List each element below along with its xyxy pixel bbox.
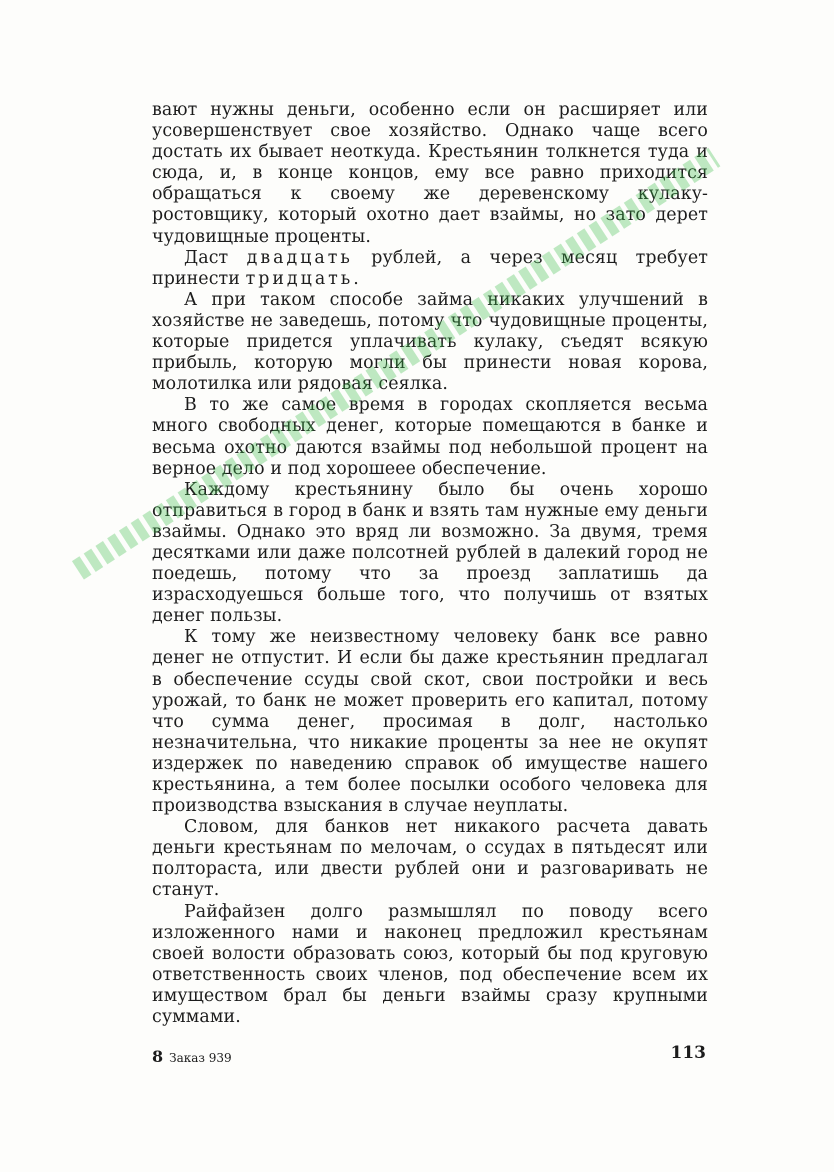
- signature-number: 8: [152, 1047, 164, 1066]
- paragraph-continuation: вают нужны деньги, особенно если он расширяет или усовершенствует свое хозяйство. Однако чаще всего достать их бывает неоткуда. Крестьянин толкнется туда и сюда, и, в конце концов, ему все равно приходится обращаться к своему же деревенскому кулаку-ростовщику, который охотно дает взаймы, но зато дерет чудовищные проценты.: [152, 100, 708, 247]
- page-footer: [152, 1043, 708, 1067]
- body-text: [152, 100, 708, 1028]
- loan-text-1: Даст: [184, 247, 247, 268]
- paragraph: К тому же неизвестному человеку банк все равно денег не отпустит. И если бы даже крестьянин предлагал в обеспечение ссуды свой скот, свои постройки и весь урожай, то банк не может проверить его капитал, потому что сумма денег, просимая в долг, настолько незначительна, что никакие проценты за нее не окупят издержек по наведению справок об имуществе нашего крестьянина, а тем более посылки особого человека для производства взыскания в случае неуплаты.: [152, 627, 708, 817]
- loan-amount-twenty: двадцать: [246, 247, 353, 268]
- paragraph: Каждому крестьянину было бы очень хорошо отправиться в город в банк и взять там нужные ему деньги взаймы. Однако это вряд ли возможно. За двумя, тремя десятками или даже полсотней рублей в далекий город не поедешь, потому что за проезд заплатишь да израсходуешься больше того, что получишь от взятых денег пользы.: [152, 479, 708, 627]
- loan-text-2: рублей, а через месяц требует принести: [152, 247, 708, 289]
- loan-text-3: .: [353, 268, 359, 289]
- printer-signature: [152, 1047, 232, 1066]
- page-number: 113: [670, 1043, 706, 1063]
- loan-amount-thirty: тридцать: [245, 268, 354, 289]
- order-label: Заказ 939: [169, 1051, 232, 1065]
- paragraph: А при таком способе займа никаких улучшений в хозяйстве не заведешь, потому что чудовищные проценты, которые придется уплачивать кулаку, съедят всякую прибыль, которую могли бы принести новая корова, молотилка или рядовая сеялка.: [152, 289, 708, 395]
- paragraph-loan-example: [152, 248, 708, 290]
- paragraph: Райфайзен долго размышлял по поводу всего изложенного нами и наконец предложил крестьянам своей волости образовать союз, который бы под круговую ответственность своих членов, под обеспечение всем их имуществом брал бы деньги взаймы сразу крупными суммами.: [152, 901, 708, 1028]
- paragraph: Словом, для банков нет никакого расчета давать деньги крестьянам по мелочам, о ссудах в пятьдесят или полтораста, или двести рублей они и разговаривать не станут.: [152, 817, 708, 901]
- paragraph: В то же самое время в городах скопляется весьма много свободных денег, которые помещаются в банке и весьма охотно даются взаймы под небольшой процент на верное дело и под хорошеее обеспечение.: [152, 395, 708, 479]
